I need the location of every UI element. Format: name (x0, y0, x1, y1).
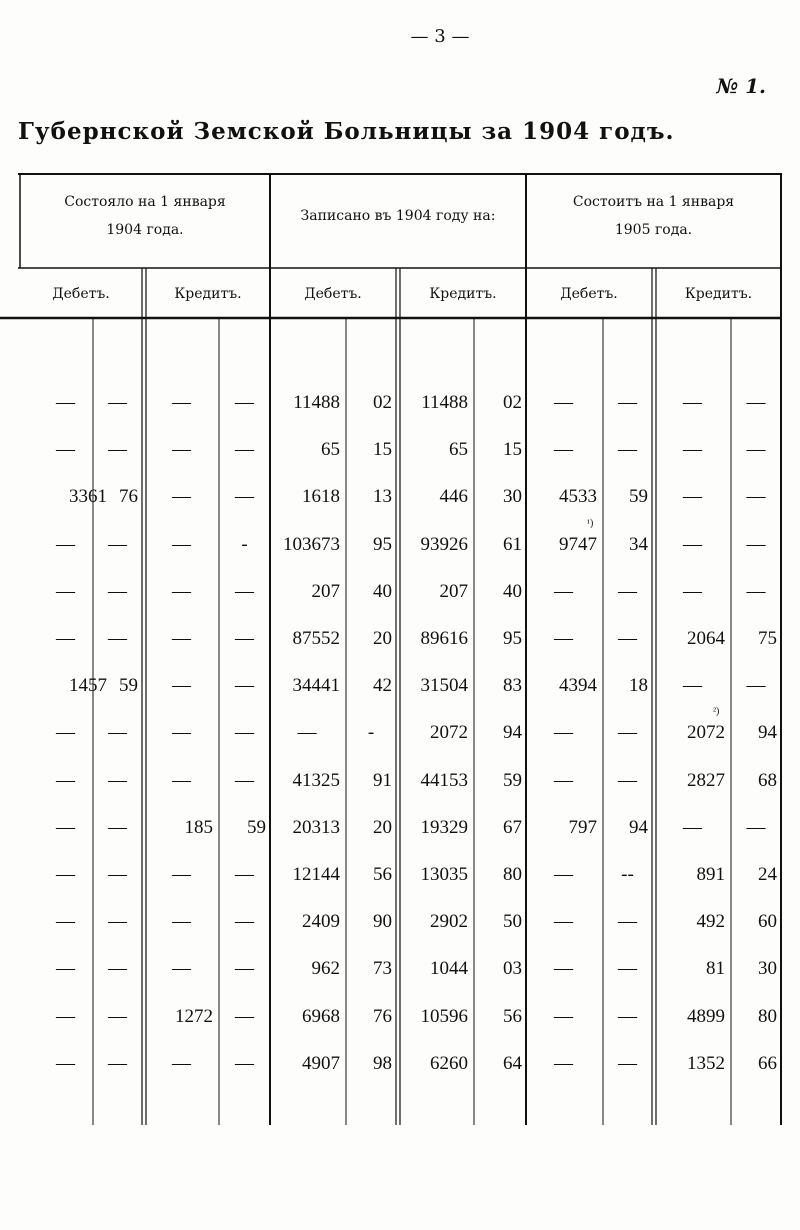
table-cell: — (108, 392, 127, 413)
table-cell: 44153 (420, 769, 468, 791)
table-cell: 02 (373, 392, 392, 413)
table-cell: — (618, 958, 637, 980)
table-cell: — (108, 911, 127, 933)
table-cell: 40 (503, 580, 522, 602)
table-cell: 34441 (292, 675, 340, 697)
table-cell: — (683, 486, 702, 508)
table-cell: 65 (321, 439, 340, 461)
table-cell: 30 (758, 958, 777, 980)
table-cell: 20 (373, 628, 392, 649)
table-cell: 2072 (430, 722, 468, 744)
table-cell: — (683, 580, 702, 602)
table-cell: — (618, 439, 637, 461)
table-cell: — (235, 486, 254, 508)
table-cell: — (554, 628, 573, 649)
table-cell: — (172, 533, 191, 555)
subheader-debit: Дебетъ. (52, 286, 110, 302)
table-cell: — (554, 392, 573, 413)
table-cell: 10596 (420, 1005, 468, 1027)
table-cell: 60 (758, 911, 777, 933)
table-cell: 76 (373, 1005, 392, 1027)
table-cell: 891 (696, 864, 725, 885)
table-cell: - (367, 722, 375, 744)
header-group-2: Записано въ 1904 году на: (300, 208, 496, 224)
table-cell: — (554, 769, 573, 791)
table-cell: 40 (373, 580, 392, 602)
table-cell: — (746, 675, 766, 697)
table-cell: — (56, 769, 75, 791)
table-cell: — (108, 580, 127, 602)
table-cell: 94 (629, 816, 648, 838)
table-cell: 98 (373, 1052, 392, 1074)
table-cell: 91 (373, 769, 392, 791)
table-cell: 75 (758, 628, 777, 649)
table-cell: 81 (706, 958, 725, 980)
table-cell: — (56, 628, 75, 649)
table-cell: 1272 (175, 1005, 213, 1027)
subheader-credit: Кредитъ. (429, 286, 497, 302)
table-cell: 41325 (292, 769, 340, 791)
table-cell: — (108, 628, 127, 649)
table-cell: 80 (758, 1005, 777, 1027)
table-cell: 11488 (293, 392, 340, 413)
table-cell: — (554, 864, 573, 885)
table-cell: 207 (311, 580, 340, 602)
table-cell: — (172, 911, 191, 933)
table-cell: 50 (503, 911, 522, 933)
table-cell: 68 (758, 769, 777, 791)
header-group-3-line2: 1905 года. (614, 222, 693, 238)
table-cell: — (618, 392, 637, 413)
table-cell: 67 (503, 816, 522, 838)
table-cell: — (108, 816, 127, 838)
footnote-mark: ²) (713, 706, 720, 717)
table-cell: 6968 (302, 1005, 340, 1027)
table-cell: — (683, 675, 702, 697)
subheader-debit: Дебетъ. (560, 286, 618, 302)
table-cell: 59 (119, 675, 138, 697)
table-cell: 185 (184, 816, 213, 838)
table-cell: — (108, 958, 127, 980)
table-cell: 87552 (292, 628, 340, 649)
table-cell: — (618, 628, 637, 649)
table-cell: — (554, 1052, 573, 1074)
table-cell: — (172, 864, 191, 885)
table-cell: 59 (247, 816, 266, 838)
table-cell: 15 (373, 439, 392, 461)
table-cell: — (683, 816, 702, 838)
table-cell: 59 (629, 486, 648, 508)
table-cell: — (172, 486, 191, 508)
table-cell: — (172, 392, 191, 413)
table-cell: 13035 (420, 864, 468, 885)
table-cell: 90 (373, 911, 392, 933)
table-cell: 797 (568, 816, 597, 838)
table-cell: 4533 (559, 486, 597, 508)
table-cell: 03 (503, 958, 522, 980)
page-number: — 3 — (410, 26, 470, 47)
table-cell: 89616 (420, 628, 468, 649)
table-cell: — (56, 392, 75, 413)
table-cell: — (683, 439, 702, 461)
table-cell: 18 (629, 675, 648, 697)
table-cell: 2827 (687, 769, 725, 791)
table-cell: 34 (629, 533, 648, 555)
header-group-1-line1: Состояло на 1 января (64, 194, 226, 210)
table-cell: — (618, 722, 637, 744)
table-cell: — (618, 769, 637, 791)
table-cell: 3361 (69, 486, 107, 508)
table-cell: — (618, 580, 637, 602)
table-cell: 19329 (420, 816, 468, 838)
table-cell: — (235, 675, 254, 697)
table-cell: 12144 (292, 864, 340, 885)
table-cell: — (108, 864, 127, 885)
table-cell: 80 (503, 864, 522, 885)
table-cell: 2064 (687, 628, 725, 649)
table-cell: 2902 (430, 911, 468, 933)
table-cell: — (746, 392, 766, 413)
table-cell: — (235, 958, 254, 980)
table-cell: 2072 (687, 722, 725, 744)
table-cell: — (108, 1052, 127, 1074)
table-cell: 15 (503, 439, 522, 461)
table-cell: 42 (373, 675, 392, 697)
table-cell: 94 (503, 722, 522, 744)
table-cell: — (56, 864, 75, 885)
table-cell: 24 (758, 864, 777, 885)
table-cell: 1618 (302, 486, 340, 508)
table-cell: — (618, 1052, 637, 1074)
table-cell: — (235, 1052, 254, 1074)
table-cell: — (108, 439, 127, 461)
table-cell: — (235, 769, 254, 791)
document-number: № 1. (716, 74, 766, 98)
table-cell: -- (621, 864, 634, 885)
table-cell: 2409 (302, 911, 340, 933)
table-cell: — (235, 722, 254, 744)
table-cell: — (108, 769, 127, 791)
table-cell: 20313 (292, 816, 340, 838)
table-cell: — (56, 533, 75, 555)
table-cell: — (108, 722, 127, 744)
table-cell: — (618, 911, 637, 933)
table-cell: — (554, 722, 573, 744)
table-cell: 02 (503, 392, 522, 413)
table-cell: 93926 (420, 533, 468, 555)
table-cell: 56 (373, 864, 392, 885)
table-cell: 59 (503, 769, 522, 791)
table-cell: — (618, 1005, 637, 1027)
table-cell: — (554, 1005, 573, 1027)
page-title: Губернской Земской Больницы за 1904 годъ. (18, 118, 675, 145)
table-cell: 61 (503, 533, 522, 555)
header-group-1 (20, 188, 270, 244)
table-cell: — (235, 439, 254, 461)
table-cell: — (56, 1005, 75, 1027)
table-cell: 83 (503, 675, 522, 697)
table-cell: 95 (503, 628, 522, 649)
table-cell: — (56, 580, 75, 602)
table-cell: — (746, 816, 766, 838)
table-cell: 11488 (421, 392, 468, 413)
table-cell: 1044 (430, 958, 468, 980)
table-cell: 1352 (687, 1052, 725, 1074)
table-cell: — (235, 911, 254, 933)
table-cell: — (235, 628, 254, 649)
table-cell: 76 (119, 486, 138, 508)
subheader-credit: Кредитъ. (684, 286, 753, 302)
table-cell: — (683, 392, 702, 413)
table-cell: 73 (373, 958, 392, 980)
table-cell: — (235, 392, 254, 413)
table-cell: 9747 (559, 533, 597, 555)
table-cell: — (172, 722, 191, 744)
table-cell: — (108, 533, 127, 555)
table-cell: 31504 (420, 675, 468, 697)
table-cell: - (241, 533, 248, 555)
table-cell: — (235, 1005, 254, 1027)
table-cell: 64 (503, 1052, 522, 1074)
table-cell: 13 (373, 486, 392, 508)
table-cell: — (235, 864, 254, 885)
table-cell: — (683, 533, 702, 555)
table-cell: — (108, 1005, 127, 1027)
table-cell: 103673 (283, 533, 340, 555)
table-cell: 95 (373, 533, 392, 555)
table-cell: — (56, 958, 75, 980)
table-cell: 446 (439, 486, 468, 508)
table-cell: 207 (439, 580, 468, 602)
table-cell: — (172, 628, 191, 649)
table-cell: 6260 (430, 1052, 468, 1074)
table-cell: — (746, 439, 766, 461)
table-cell: 492 (696, 911, 725, 933)
table-cell: 56 (503, 1005, 522, 1027)
footnote-mark: ¹) (587, 518, 594, 529)
table-cell: — (746, 486, 766, 508)
table-cell: — (172, 675, 191, 697)
table-cell: 1457 (69, 675, 107, 697)
table-cell: 66 (758, 1052, 777, 1074)
table-cell: — (172, 580, 191, 602)
subheader-credit: Кредитъ. (174, 286, 242, 302)
header-group-1-line2: 1904 года. (106, 222, 184, 238)
table-cell: — (554, 439, 573, 461)
table-cell: — (56, 722, 75, 744)
table-cell: 962 (311, 958, 340, 980)
table-cell: — (554, 958, 573, 980)
table-cell: — (172, 958, 191, 980)
table-cell: — (56, 439, 75, 461)
table-cell: — (554, 911, 573, 933)
table-cell: — (56, 911, 75, 933)
table-cell: — (56, 1052, 75, 1074)
table-cell: — (56, 816, 75, 838)
header-group-3-line1: Состоитъ на 1 января (572, 194, 735, 210)
table-cell: — (746, 533, 766, 555)
table-cell: — (235, 580, 254, 602)
table-cell: — (172, 769, 191, 791)
table-cell: — (746, 580, 766, 602)
subheader-debit: Дебетъ. (304, 286, 362, 302)
table-cell: 30 (503, 486, 522, 508)
table-cell: 65 (449, 439, 468, 461)
table-cell: — (554, 580, 573, 602)
table-cell: 4907 (302, 1052, 340, 1074)
table-cell: — (172, 439, 191, 461)
table-cell: 4394 (559, 675, 597, 697)
table-cell: 94 (758, 722, 777, 744)
table-cell: — (172, 1052, 191, 1074)
table-cell: 4899 (687, 1005, 725, 1027)
table-cell: — (297, 722, 317, 744)
table-cell: 20 (373, 816, 392, 838)
header-group-3 (526, 188, 781, 244)
